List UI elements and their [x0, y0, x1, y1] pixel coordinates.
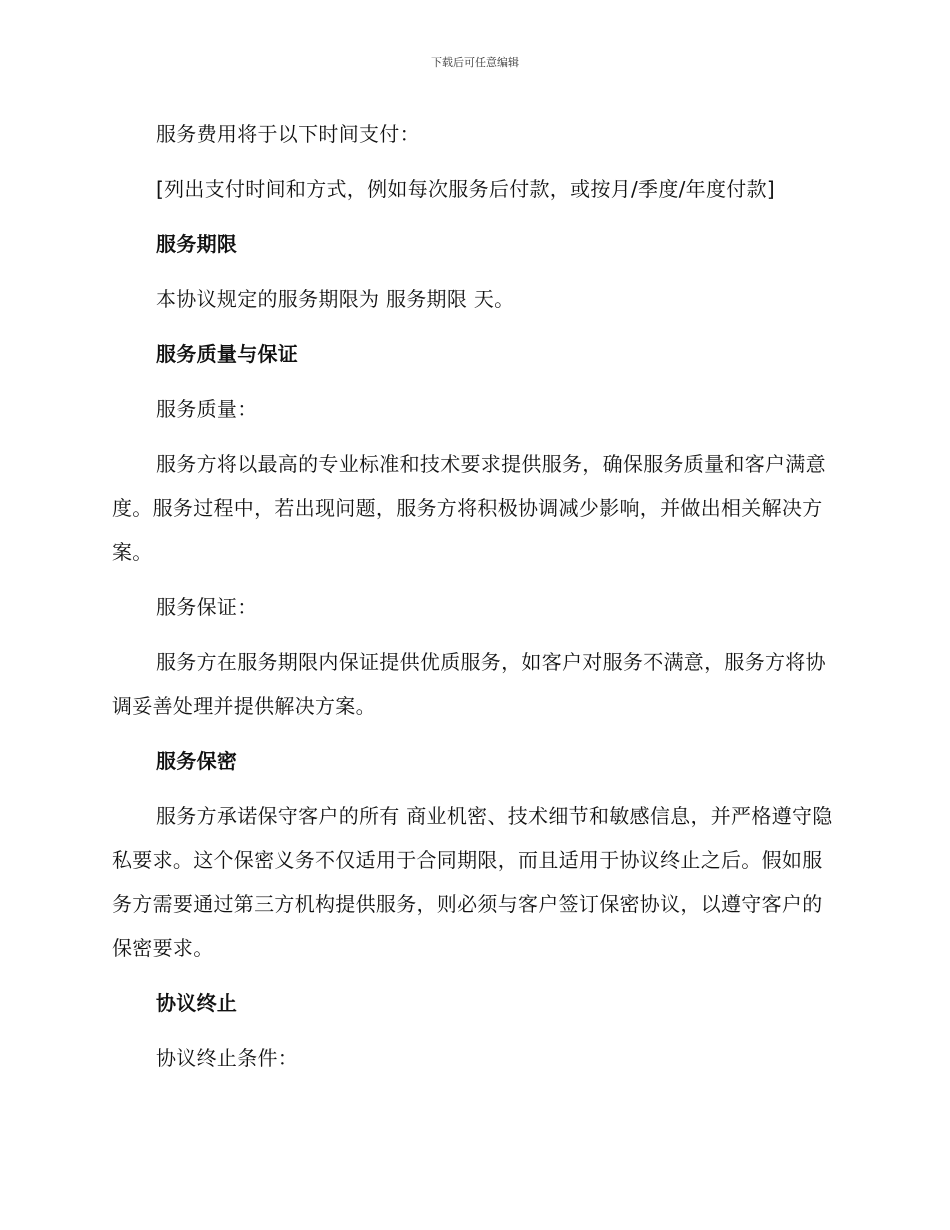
section-heading-service-term: 服务期限 [156, 232, 238, 256]
service-quality-text: 服务方将以最高的专业标准和技术要求提供服务，确保服务质量和客户满意度。服务过程中，若出现问题，服务方将积极协调减少影响，并做出相关解决方案。 [112, 452, 826, 564]
confidentiality-text: 服务方承诺保守客户的所有 商业机密、技术细节和敏感信息，并严格遵守隐私要求。这个保密义务不仅适用于合同期限，而且适用于协议终止之后。假如服务方需要通过第三方机构提供服务，则必须与客户签订保密协议，以遵守客户的保密要求。 [112, 804, 833, 960]
section-heading-termination: 协议终止 [156, 991, 238, 1015]
document-body [112, 112, 834, 1091]
service-quality-label: 服务质量： [156, 397, 258, 421]
service-guarantee-label: 服务保证： [156, 595, 258, 619]
termination-conditions-label: 协议终止条件： [156, 1046, 299, 1070]
service-guarantee-text: 服务方在服务期限内保证提供优质服务，如客户对服务不满意，服务方将协调妥善处理并提供解决方案。 [112, 650, 826, 718]
payment-time-label: 服务费用将于以下时间支付： [156, 122, 420, 146]
service-term-text: 本协议规定的服务期限为 服务期限 天。 [156, 287, 515, 311]
page-header: 下载后可任意编辑 [431, 56, 519, 69]
section-heading-confidentiality: 服务保密 [156, 749, 238, 773]
payment-method-placeholder: [列出支付时间和方式，例如每次服务后付款，或按月/季度/年度付款] [156, 177, 775, 201]
section-heading-quality-guarantee: 服务质量与保证 [156, 342, 299, 366]
